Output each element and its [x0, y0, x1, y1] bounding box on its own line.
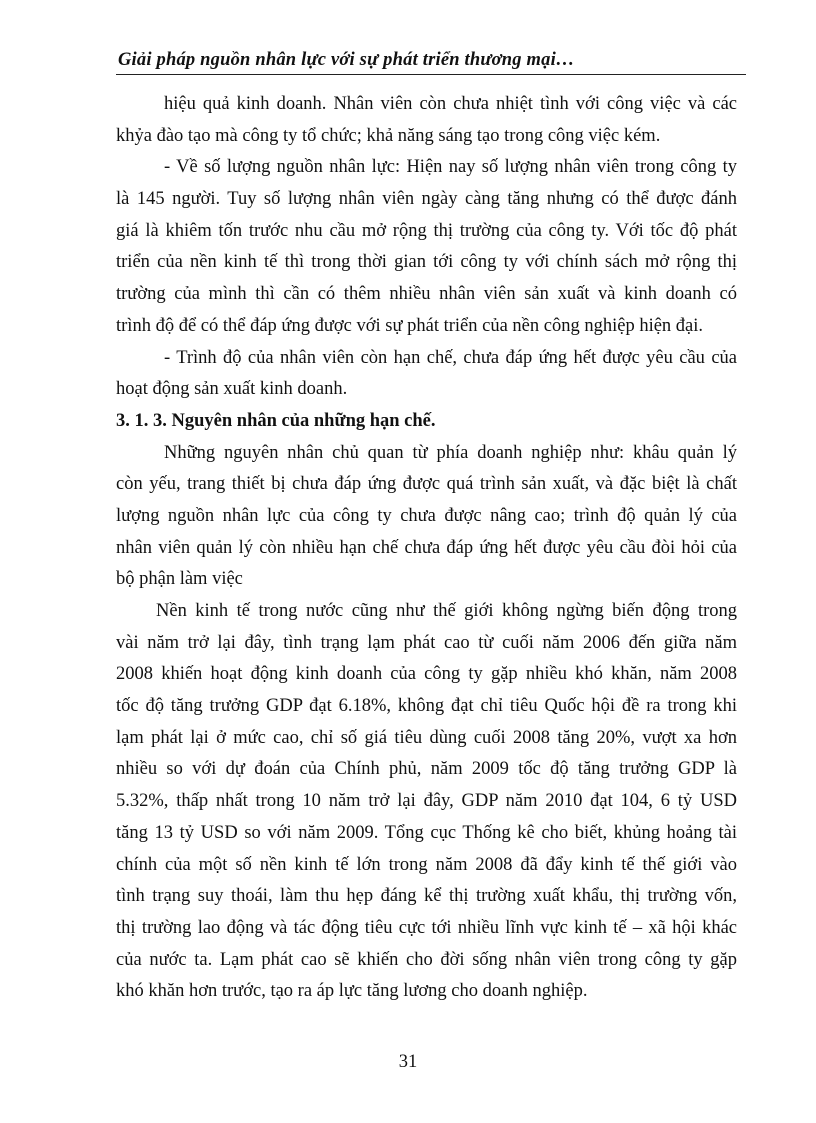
text-line: hoạt động sản xuất kinh doanh.	[116, 379, 348, 400]
text-line: giá là khiêm tốn trước nhu cầu mở rộng thị trường của công ty. Với tốc độ phát	[116, 220, 737, 241]
text-line: Những nguyên nhân chủ quan từ phía doanh nghiệp như: khâu quản lý	[164, 442, 737, 463]
header-title: Giải pháp nguồn nhân lực với sự phát triển thương mại…	[118, 50, 575, 70]
text-line: chính của một số nền kinh tế lớn trong năm 2008 đã đẩy kinh tế thế giới vào	[116, 854, 737, 875]
text-line: 2008 khiến hoạt động kinh doanh của công ty gặp nhiều khó khăn, năm 2008	[116, 664, 737, 685]
text-line: Nền kinh tế trong nước cũng như thế giới không ngừng biến động trong	[156, 601, 737, 621]
text-line: - Trình độ của nhân viên còn hạn chế, chưa đáp ứng hết được yêu cầu của	[164, 347, 737, 368]
text-line: thị trường lao động và tác động tiêu cực tới nhiều lĩnh vực kinh tế – xã hội khác	[116, 917, 737, 938]
section-heading: 3. 1. 3. Nguyên nhân của những hạn chế.	[116, 410, 436, 431]
text-line: triển của nền kinh tế thì trong thời gian tới công ty với chính sách mở rộng thị	[116, 252, 737, 273]
text-line: tăng 13 tỷ USD so với năm 2009. Tổng cục Thống kê cho biết, khủng hoảng tài	[116, 822, 737, 843]
text-line: nhân viên quản lý còn nhiều hạn chế chưa đáp ứng hết được yêu cầu đòi hỏi của	[116, 537, 737, 558]
text-line: - Về số lượng nguồn nhân lực: Hiện nay số lượng nhân viên trong công ty	[164, 157, 737, 178]
document-body	[116, 89, 737, 1008]
text-line: khỷa đào tạo mà công ty tổ chức; khả năng sáng tạo trong công việc kém.	[116, 125, 661, 146]
text-line: khó khăn hơn trước, tạo ra áp lực tăng lương cho doanh nghiệp.	[116, 981, 588, 1002]
text-line: vài năm trở lại đây, tình trạng lạm phát cao từ cuối năm 2006 đến giữa năm	[116, 632, 737, 653]
text-line: trình độ để có thể đáp ứng được với sự phát triển của nền công nghiệp hiện đại.	[116, 315, 704, 336]
text-line: của nước ta. Lạm phát cao sẽ khiến cho đời sống nhân viên trong công ty gặp	[116, 949, 737, 970]
text-line: hiệu quả kinh doanh. Nhân viên còn chưa nhiệt tình với công việc và các	[164, 94, 737, 114]
text-line: tình trạng suy thoái, làm thu hẹp đáng kể thị trường xuất khẩu, thị trường vốn,	[116, 886, 737, 907]
text-line: 5.32%, thấp nhất trong 10 năm trở lại đây, GDP năm 2010 đạt 104, 6 tỷ USD	[116, 791, 737, 812]
page-number: 31	[398, 1052, 418, 1072]
running-header	[116, 46, 746, 75]
text-line: tốc độ tăng trưởng GDP đạt 6.18%, không đạt chỉ tiêu Quốc hội đề ra trong khi	[116, 696, 737, 717]
text-line: bộ phận làm việc	[116, 569, 243, 590]
text-line: trường của mình thì cần có thêm nhiều nhân viên sản xuất và kinh doanh có	[116, 284, 737, 305]
text-line: nhiều so với dự đoán của Chính phủ, năm 2009 tốc độ tăng trưởng GDP là	[116, 759, 737, 780]
text-line: là 145 người. Tuy số lượng nhân viên ngày càng tăng nhưng có thể được đánh	[116, 189, 737, 210]
text-line: lạm phát lại ở mức cao, chỉ số giá tiêu dùng cuối 2008 tăng 20%, vượt xa hơn	[116, 727, 737, 748]
text-line: còn yếu, trang thiết bị chưa đáp ứng được quá trình sản xuất, và đặc biệt là chất	[116, 474, 737, 495]
text-line: lượng nguồn nhân lực của công ty chưa được nâng cao; trình độ quản lý của	[116, 505, 737, 526]
